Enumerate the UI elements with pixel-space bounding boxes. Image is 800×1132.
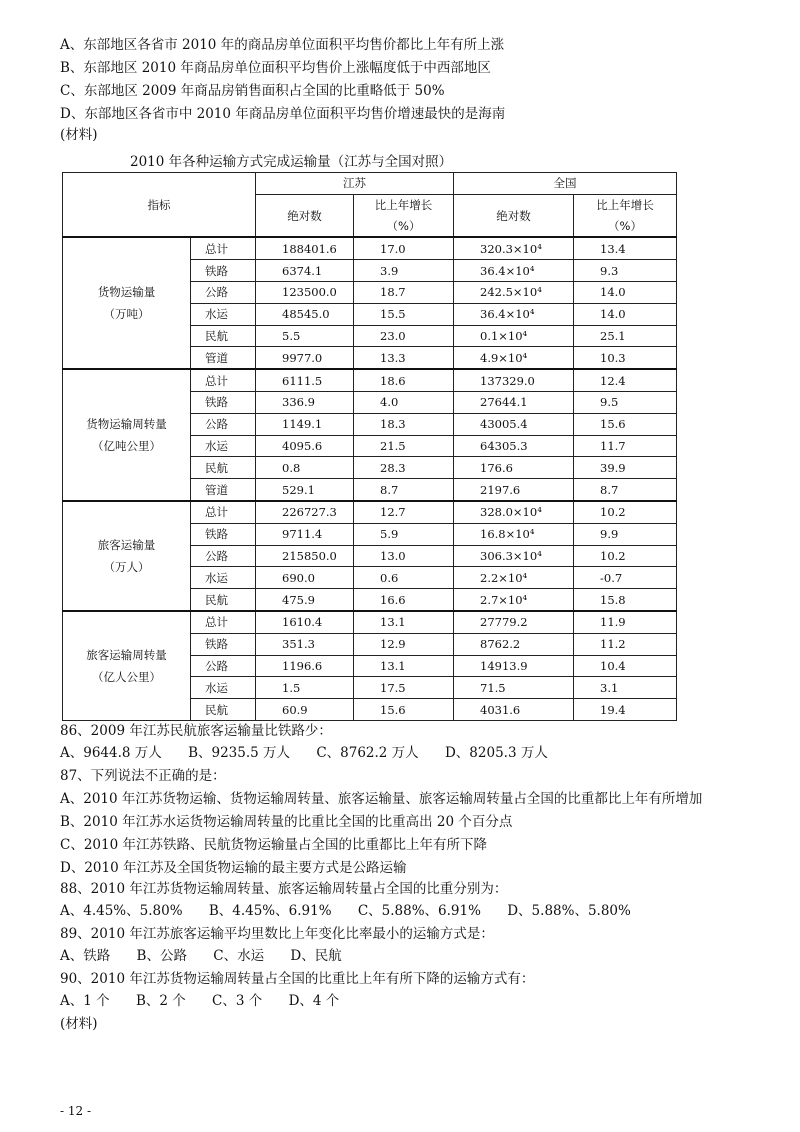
transport-mode: 铁路: [191, 260, 256, 282]
jiangsu-absolute: 188401.6: [256, 237, 354, 259]
jiangsu-absolute: 475.9: [256, 589, 354, 611]
page-number: - 12 -: [60, 1104, 92, 1118]
option-line: C、东部地区 2009 年商品房销售面积占全国的比重略低于 50%: [60, 83, 445, 99]
question-stem: 87、下列说法不正确的是：: [60, 768, 226, 784]
jiangsu-growth: 13.0: [354, 545, 454, 567]
option-b[interactable]: B、9235.5 万人: [188, 745, 291, 761]
jiangsu-growth: 17.5: [354, 677, 454, 699]
option-d[interactable]: D、民航: [290, 948, 342, 964]
national-absolute: 71.5: [454, 677, 574, 699]
transport-mode: 管道: [191, 347, 256, 369]
jiangsu-absolute: 1610.4: [256, 611, 354, 633]
transport-mode: 铁路: [191, 633, 256, 655]
table-row: [63, 237, 677, 259]
transport-mode: 公路: [191, 281, 256, 303]
jiangsu-growth: 17.0: [354, 237, 454, 259]
option-d[interactable]: D、4 个: [288, 993, 340, 1009]
category-unit: （万吨）: [103, 307, 150, 322]
transport-table: [62, 172, 677, 721]
national-absolute: 2197.6: [454, 479, 574, 501]
national-growth: 10.2: [574, 545, 677, 567]
national-growth: 10.3: [574, 347, 677, 369]
national-growth: 9.9: [574, 523, 677, 545]
jiangsu-absolute: 1149.1: [256, 413, 354, 435]
national-growth: 15.8: [574, 589, 677, 611]
national-growth: 8.7: [574, 479, 677, 501]
jiangsu-growth: 0.6: [354, 567, 454, 589]
national-absolute: 320.3×10⁴: [454, 237, 574, 259]
transport-mode: 管道: [191, 479, 256, 501]
category-cell: [63, 501, 191, 611]
transport-mode: 总计: [191, 369, 256, 391]
jiangsu-absolute: 123500.0: [256, 281, 354, 303]
jiangsu-absolute: 4095.6: [256, 435, 354, 457]
transport-mode: 民航: [191, 589, 256, 611]
jiangsu-growth: 12.9: [354, 633, 454, 655]
jiangsu-absolute: 215850.0: [256, 545, 354, 567]
question-options: [60, 947, 364, 965]
jiangsu-growth: 8.7: [354, 479, 454, 501]
question-stem: 88、2010 年江苏货物运输周转量、旅客运输周转量占全国的比重分别为：: [60, 881, 508, 897]
jiangsu-absolute: 9977.0: [256, 347, 354, 369]
transport-mode: 总计: [191, 611, 256, 633]
jiangsu-growth: 18.7: [354, 281, 454, 303]
national-absolute: 0.1×10⁴: [454, 325, 574, 347]
national-absolute: 176.6: [454, 457, 574, 479]
category-unit: （万人）: [103, 559, 150, 574]
question-options: [60, 992, 361, 1010]
national-growth: 15.6: [574, 413, 677, 435]
option-a[interactable]: A、1 个: [60, 993, 110, 1009]
option-c[interactable]: C、3 个: [212, 993, 263, 1009]
jiangsu-absolute: 9711.4: [256, 523, 354, 545]
transport-mode: 水运: [191, 567, 256, 589]
jiangsu-growth: 28.3: [354, 457, 454, 479]
national-growth: 11.7: [574, 435, 677, 457]
national-growth: 3.1: [574, 677, 677, 699]
jiangsu-absolute: 226727.3: [256, 501, 354, 523]
table-row: [63, 369, 677, 391]
option-b[interactable]: B、公路: [136, 948, 187, 964]
option-c[interactable]: C、水运: [213, 948, 265, 964]
national-growth: 9.5: [574, 391, 677, 413]
jiangsu-absolute: 690.0: [256, 567, 354, 589]
transport-mode: 公路: [191, 655, 256, 677]
option-d[interactable]: D、2010 年江苏及全国货物运输的最主要方式是公路运输: [60, 860, 407, 876]
category-cell: [63, 611, 191, 720]
jiangsu-header: 江苏: [256, 173, 454, 195]
transport-mode: 铁路: [191, 523, 256, 545]
national-growth: 13.4: [574, 237, 677, 259]
option-c[interactable]: C、5.88%、6.91%: [357, 903, 481, 919]
national-growth: 11.9: [574, 611, 677, 633]
jiangsu-growth: 4.0: [354, 391, 454, 413]
national-absolute: 64305.3: [454, 435, 574, 457]
material-label: (材料): [60, 1016, 98, 1032]
absolute-header: 绝对数: [454, 194, 574, 237]
national-growth: 10.2: [574, 501, 677, 523]
jiangsu-absolute: 48545.0: [256, 303, 354, 325]
growth-header: 比上年增长: [574, 194, 677, 215]
jiangsu-absolute: 0.8: [256, 457, 354, 479]
option-d[interactable]: D、5.88%、5.80%: [507, 903, 631, 919]
jiangsu-absolute: 6374.1: [256, 260, 354, 282]
national-header: 全国: [454, 173, 677, 195]
national-absolute: 36.4×10⁴: [454, 303, 574, 325]
national-growth: 12.4: [574, 369, 677, 391]
document-page: A、东部地区各省市 2010 年的商品房单位面积平均售价都比上年有所上涨 B、东部地区 2010 年商品房单位面积平均售价上涨幅度低于中西部地区 C、东部地区 2009 年商品房销售面积占全国的比重略低于 50% D、东部地区各省市中 2010 年商品房单位面积平均售价增速最快的是海南 (材料) 2010 年各种运输方式完成运输量（江苏与全国对照） 指标 江苏 全国 绝对数 比上年增长 绝对数 比上年增长 （%） （%） 货物运输量 （万吨） 总计 188401.6 17.0 320.3×10⁴ 13.4 铁路 6374.1 3.9 36.4×10⁴ 9.3 公路 123500.0 18.7 242.5×10⁴ 14.0 水运 48545.0 15.5 36.4×10⁴ 14.0 民航 5.5 23.0 0.1×10⁴ 25.1 管道 9977.0 13.3 4.9×10⁴ 10.3 货物运输周转量 （亿吨公里） 总计 6111.5 18.6 137329.0 12.4 铁路 336.9 4.0 27644.1 9.5 公路 1149.1 18.3 43005.4 15.6 水运 4095.6 21.5 64305.3 11.7 民航 0.8 28.3 176.6 39.9 管道 529.1 8.7 2197.6 8.7 旅客运输量 （万人） 总计 226727.3 12.7 328.0×10⁴ 10.2 铁路 9711.4 5.9 16.8×10⁴ 9.9 公路 215850.0 13.0 306.3×10⁴ 10.2 水运 690.0 0.6 2.2×10⁴ -0.7 民航 475.9 16.6 2.7×10⁴ 15.8 旅客运输周转量 （亿人公里） 总计 1610.4 13.1 27779.2 11.9 铁路 351.3 12.9 8762.2 11.2 公路 1196.6 13.1 14913.9 10.4 水运 1.5 17.5 71.5 3.1 民航 60.9 15.6 4031.6 19.4 86、2009 年江苏民航旅客运输量比铁路少： A、9644.8 万人 B、9235.5 万人 C、8762.2 万人 D、8205.3 万人 87、下列说法不正确的是： A、2010 年江苏货物运输、货物运输周转量、旅客运输量、旅客运输周转量占全国的比重都比上年有所增加 B、2010 年江苏水运货物运输周转量的比重比全国的比重高出 20 个百分点 C、2010 年江苏铁路、民航货物运输量占全国的比重都比上年有所下降 D、2010 年江苏及全国货物运输的最主要方式是公路运输 88、2010 年江苏货物运输周转量、旅客运输周转量占全国的比重分别为： A、4.45%、5.80% B、4.45%、6.91% C、5.88%、6.91% D、5.88%、5.80% 89、2010 年江苏旅客运输平均里数比上年变化比率最小的运输方式是： A、铁路 B、公路 C、水运 D、民航 90、2010 年江苏货物运输周转量占全国的比重比上年有所下降的运输方式有： A、1 个 B、2 个 C、3 个 D、4 个 (材料) - 12 -: [60, 37, 703, 1118]
jiangsu-absolute: 1196.6: [256, 655, 354, 677]
national-absolute: 27644.1: [454, 391, 574, 413]
jiangsu-growth: 12.7: [354, 501, 454, 523]
national-absolute: 36.4×10⁴: [454, 260, 574, 282]
national-absolute: 27779.2: [454, 611, 574, 633]
jiangsu-absolute: 5.5: [256, 325, 354, 347]
national-growth: 14.0: [574, 303, 677, 325]
jiangsu-absolute: 351.3: [256, 633, 354, 655]
material-label: (材料): [60, 127, 98, 143]
transport-mode: 总计: [191, 237, 256, 259]
jiangsu-growth: 13.3: [354, 347, 454, 369]
national-absolute: 16.8×10⁴: [454, 523, 574, 545]
option-line: B、东部地区 2010 年商品房单位面积平均售价上涨幅度低于中西部地区: [60, 60, 491, 76]
jiangsu-growth: 16.6: [354, 589, 454, 611]
category-name: 货物运输周转量: [86, 417, 167, 432]
jiangsu-absolute: 529.1: [256, 479, 354, 501]
transport-mode: 民航: [191, 699, 256, 721]
transport-mode: 民航: [191, 457, 256, 479]
jiangsu-growth: 18.3: [354, 413, 454, 435]
transport-mode: 公路: [191, 413, 256, 435]
transport-mode: 水运: [191, 435, 256, 457]
jiangsu-absolute: 336.9: [256, 391, 354, 413]
option-d[interactable]: D、8205.3 万人: [444, 745, 548, 761]
national-growth: 39.9: [574, 457, 677, 479]
national-growth: 25.1: [574, 325, 677, 347]
national-absolute: 328.0×10⁴: [454, 501, 574, 523]
transport-mode: 民航: [191, 325, 256, 347]
option-line: D、东部地区各省市中 2010 年商品房单位面积平均售价增速最快的是海南: [60, 106, 506, 122]
national-growth: 14.0: [574, 281, 677, 303]
absolute-header: 绝对数: [256, 194, 354, 237]
transport-mode: 公路: [191, 545, 256, 567]
growth-unit: （%）: [574, 216, 677, 238]
national-growth: 19.4: [574, 699, 677, 721]
national-growth: 9.3: [574, 260, 677, 282]
national-growth: 11.2: [574, 633, 677, 655]
question-stem: 89、2010 年江苏旅客运输平均里数比上年变化比率最小的运输方式是：: [60, 926, 494, 942]
jiangsu-growth: 23.0: [354, 325, 454, 347]
option-b[interactable]: B、2 个: [135, 993, 186, 1009]
indicator-header: 指标: [63, 173, 256, 238]
option-c[interactable]: C、8762.2 万人: [316, 745, 419, 761]
transport-mode: 铁路: [191, 391, 256, 413]
national-absolute: 242.5×10⁴: [454, 281, 574, 303]
transport-mode: 水运: [191, 677, 256, 699]
option-c[interactable]: C、2010 年江苏铁路、民航货物运输量占全国的比重都比上年有所下降: [60, 837, 487, 853]
national-absolute: 2.2×10⁴: [454, 567, 574, 589]
category-cell: [63, 237, 191, 369]
category-name: 旅客运输周转量: [86, 647, 167, 662]
question-options: [60, 744, 570, 762]
jiangsu-growth: 15.5: [354, 303, 454, 325]
national-absolute: 14913.9: [454, 655, 574, 677]
national-absolute: 306.3×10⁴: [454, 545, 574, 567]
option-a[interactable]: A、2010 年江苏货物运输、货物运输周转量、旅客运输量、旅客运输周转量占全国的比重都比上年有所增加: [60, 791, 703, 807]
national-growth: -0.7: [574, 567, 677, 589]
table-row: [63, 611, 677, 633]
table-row: [63, 501, 677, 523]
jiangsu-growth: 18.6: [354, 369, 454, 391]
category-unit: （亿人公里）: [92, 669, 161, 684]
category-cell: [63, 369, 191, 501]
option-b[interactable]: B、4.45%、6.91%: [208, 903, 332, 919]
jiangsu-growth: 13.1: [354, 655, 454, 677]
option-line: A、东部地区各省市 2010 年的商品房单位面积平均售价都比上年有所上涨: [60, 37, 505, 53]
national-absolute: 4.9×10⁴: [454, 347, 574, 369]
growth-unit: （%）: [354, 216, 454, 238]
transport-mode: 水运: [191, 303, 256, 325]
national-absolute: 8762.2: [454, 633, 574, 655]
option-a[interactable]: A、铁路: [60, 948, 111, 964]
category-unit: （亿吨公里）: [92, 439, 161, 454]
jiangsu-growth: 15.6: [354, 699, 454, 721]
national-absolute: 2.7×10⁴: [454, 589, 574, 611]
option-b[interactable]: B、2010 年江苏水运货物运输周转量的比重比全国的比重高出 20 个百分点: [60, 814, 513, 830]
growth-header: 比上年增长: [354, 194, 454, 215]
national-absolute: 137329.0: [454, 369, 574, 391]
national-growth: 10.4: [574, 655, 677, 677]
jiangsu-growth: 13.1: [354, 611, 454, 633]
national-absolute: 4031.6: [454, 699, 574, 721]
question-options: [60, 902, 653, 920]
jiangsu-growth: 5.9: [354, 523, 454, 545]
category-name: 货物运输量: [97, 285, 156, 300]
category-name: 旅客运输量: [97, 537, 156, 552]
option-a[interactable]: A、4.45%、5.80%: [60, 903, 183, 919]
option-a[interactable]: A、9644.8 万人: [60, 745, 162, 761]
question-stem: 90、2010 年江苏货物运输周转量占全国的比重比上年有所下降的运输方式有：: [60, 971, 535, 987]
transport-mode: 总计: [191, 501, 256, 523]
question-stem: 86、2009 年江苏民航旅客运输量比铁路少：: [60, 723, 332, 739]
jiangsu-absolute: 6111.5: [256, 369, 354, 391]
jiangsu-absolute: 1.5: [256, 677, 354, 699]
national-absolute: 43005.4: [454, 413, 574, 435]
jiangsu-growth: 3.9: [354, 260, 454, 282]
jiangsu-absolute: 60.9: [256, 699, 354, 721]
jiangsu-growth: 21.5: [354, 435, 454, 457]
